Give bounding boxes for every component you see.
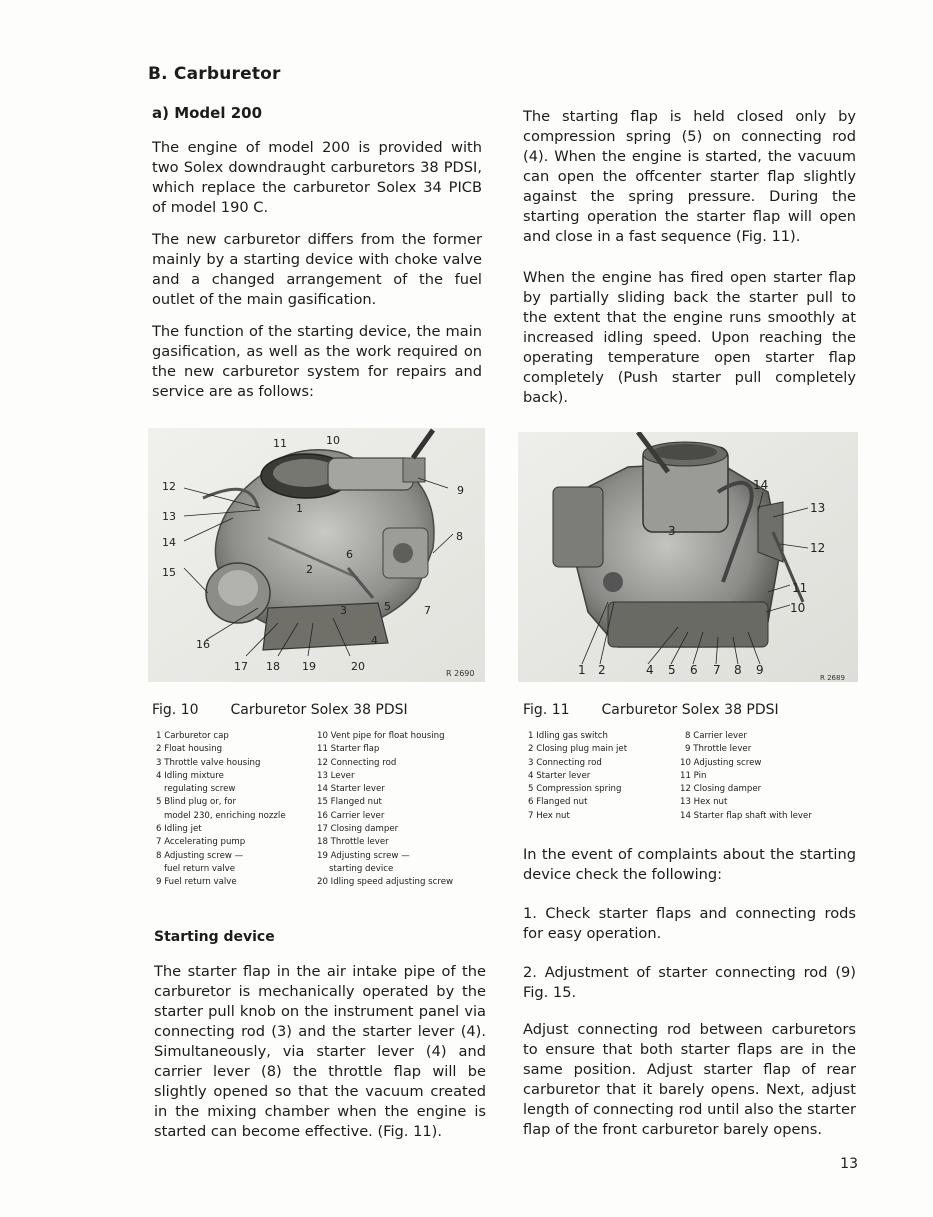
fig11-callout-9: 9 — [756, 663, 764, 677]
fig10-photo-ref: R 2690 — [446, 669, 475, 678]
fig10-callout-3: 3 — [340, 604, 347, 617]
fig11-title: Carburetor Solex 38 PDSI — [601, 702, 779, 718]
fig10-callout-15: 15 — [162, 566, 176, 579]
fig11-callout-12: 12 — [810, 541, 826, 555]
fig10-callout-11: 11 — [273, 437, 287, 450]
legend-item: 6 Flanged nut — [528, 797, 588, 808]
legend-item: 8 Carrier lever — [685, 731, 747, 741]
legend-item: 14 Starter lever — [317, 784, 385, 795]
fig10-callout-18: 18 — [266, 660, 280, 673]
legend-item: 13 Lever — [317, 770, 355, 781]
legend-item: 5 Compression spring — [528, 784, 622, 795]
legend-item: 17 Closing damper — [317, 824, 399, 835]
legend-item: 9 Throttle lever — [685, 744, 752, 755]
legend-item: 20 Idling speed adjusting screw — [317, 877, 454, 888]
fig11-callout-1: 1 — [578, 663, 586, 677]
fig10-callout-4: 4 — [371, 634, 378, 647]
carburetor-illustration-fig10 — [148, 428, 485, 682]
fig10-photo — [148, 428, 485, 682]
fig11-legend-right — [680, 730, 812, 823]
fig10-callout-2: 2 — [306, 563, 313, 576]
legend-item: 5 Blind plug or, for — [156, 797, 237, 808]
fig11-callout-11: 11 — [792, 581, 808, 595]
legend-item: 11 Starter flap — [317, 744, 380, 755]
legend-item: regulating screw — [164, 784, 236, 795]
fig10-caption — [152, 702, 408, 718]
legend-item: 4 Starter lever — [528, 770, 591, 781]
right-lower-paragraph-1: In the event of complaints about the starting device check the following: — [523, 846, 856, 883]
carburetor-illustration-fig11 — [518, 432, 858, 682]
legend-item: 4 Idling mixture — [156, 770, 224, 781]
legend-item: 12 Connecting rod — [317, 757, 397, 768]
fig10-callout-5: 5 — [384, 600, 391, 613]
fig10-title: Carburetor Solex 38 PDSI — [230, 702, 408, 718]
fig11-callout-10: 10 — [790, 601, 806, 615]
legend-item: 15 Flanged nut — [317, 797, 382, 808]
fig11-photo-ref: R 2689 — [820, 674, 845, 682]
legend-item: 10 Adjusting screw — [680, 757, 762, 768]
legend-item: model 230, enriching nozzle — [164, 810, 286, 821]
legend-item: 9 Fuel return valve — [156, 877, 237, 888]
left-paragraph-3: The function of the starting device, the main gasification, as well as the work required on the new carburetor system for repairs and service are as follows: — [152, 323, 482, 400]
fig10-callout-17: 17 — [234, 660, 248, 673]
fig11-callout-4: 4 — [646, 663, 654, 677]
legend-item: 19 Adjusting screw — — [317, 850, 410, 861]
page-number: 13 — [840, 1156, 858, 1172]
legend-item: 6 Idling jet — [156, 824, 202, 835]
fig10-callout-12: 12 — [162, 480, 176, 493]
legend-item: 14 Starter flap shaft with lever — [680, 810, 812, 821]
legend-item: 18 Throttle lever — [317, 837, 389, 848]
legend-item: 7 Hex nut — [528, 810, 570, 821]
fig10-callout-20: 20 — [351, 660, 365, 673]
fig11-callout-7: 7 — [713, 663, 721, 677]
legend-item: 12 Closing damper — [680, 784, 762, 795]
fig10-callout-6: 6 — [346, 548, 353, 561]
fig10-callout-10: 10 — [326, 434, 340, 447]
fig10-legend-left — [156, 730, 286, 890]
legend-item: 1 Idling gas switch — [528, 731, 608, 741]
section-title: B. Carburetor — [148, 64, 281, 84]
fig11-callout-13: 13 — [810, 501, 826, 515]
fig10-callout-7: 7 — [424, 604, 431, 617]
fig11-callout-2: 2 — [598, 663, 606, 677]
right-paragraph-2: When the engine has fired open starter flap by partially sliding back the starter pull to the extent that the engine runs smoothly at increased idling speed. Upon reaching the operating temperature open starter flap completely (Push starter pull completely back). — [523, 269, 856, 406]
fig10-callout-9: 9 — [457, 484, 464, 497]
legend-item: 2 Closing plug main jet — [528, 744, 628, 755]
fig11-legend-left — [528, 730, 627, 823]
legend-item: 3 Connecting rod — [528, 757, 602, 768]
fig10-number: Fig. 10 — [152, 702, 199, 718]
right-lower-paragraph-3: 2. Adjustment of starter connecting rod (9) Fig. 15. — [523, 964, 856, 1001]
fig10-callout-16: 16 — [196, 638, 210, 651]
legend-item: 8 Adjusting screw — — [156, 850, 244, 861]
right-lower-paragraph-2: 1. Check starter flaps and connecting rods for easy operation. — [523, 905, 856, 942]
fig10-callout-14: 14 — [162, 536, 176, 549]
left-paragraph-2: The new carburetor differs from the former mainly by a starting device with choke valve and a changed arrangement of the fuel outlet of the main gasification. — [152, 231, 482, 308]
legend-item: 3 Throttle valve housing — [156, 757, 261, 768]
fig11-number: Fig. 11 — [523, 702, 570, 718]
fig11-callout-5: 5 — [668, 663, 676, 677]
fig11-callout-3: 3 — [668, 524, 676, 538]
right-lower-paragraph-4: Adjust connecting rod between carburetors to ensure that both starter flaps are in the same position. Adjust starter flap of rear carburetor that it barely opens. Next, adjust length of connecting rod until also the starter flap of the front carburetor barely opens. — [523, 1021, 856, 1138]
fig11-callout-14: 14 — [753, 478, 769, 492]
fig10-callout-8: 8 — [456, 530, 463, 543]
subsection-title: a) Model 200 — [152, 104, 263, 122]
fig11-photo — [518, 432, 858, 682]
fig11-callout-8: 8 — [734, 663, 742, 677]
fig11-caption — [523, 702, 779, 718]
right-paragraph-1: The starting flap is held closed only by compression spring (5) on connecting rod (4). When the engine is started, the vacuum can open the offcenter starter flap slightly against the spring pressure. During the starting operation the starter flap will open and close in a fast sequence (Fig. 11). — [523, 108, 856, 245]
starting-device-paragraph: The starter flap in the air intake pipe of the carburetor is mechanically operated by the starter pull knob on the instrument panel via connecting rod (3) and the starter lever (4). Simultaneously, via starter lever (4) and carrier lever (8) the throttle flap will be slightly opened so that the vacuum created in the mixing chamber when the engine is started can become effective. (Fig. 11). — [154, 963, 486, 1140]
legend-item: 10 Vent pipe for float housing — [317, 731, 445, 741]
fig11-callout-6: 6 — [690, 663, 698, 677]
fig10-callout-13: 13 — [162, 510, 176, 523]
legend-item: starting device — [329, 863, 394, 874]
fig10-callout-1: 1 — [296, 502, 303, 515]
left-paragraph-1: The engine of model 200 is provided with two Solex downdraught carburetors 38 PDSI, which replace the carburetor Solex 34 PICB of model 190 C. — [152, 139, 482, 216]
legend-item: fuel return valve — [164, 863, 235, 874]
legend-item: 7 Accelerating pump — [156, 837, 246, 848]
starting-device-title: Starting device — [154, 929, 275, 945]
legend-item: 2 Float housing — [156, 744, 223, 755]
legend-item: 1 Carburetor cap — [156, 731, 229, 741]
legend-item: 13 Hex nut — [680, 797, 728, 808]
fig10-callout-19: 19 — [302, 660, 316, 673]
legend-item: 11 Pin — [680, 770, 707, 781]
fig10-legend-right — [317, 730, 453, 890]
legend-item: 16 Carrier lever — [317, 810, 385, 821]
